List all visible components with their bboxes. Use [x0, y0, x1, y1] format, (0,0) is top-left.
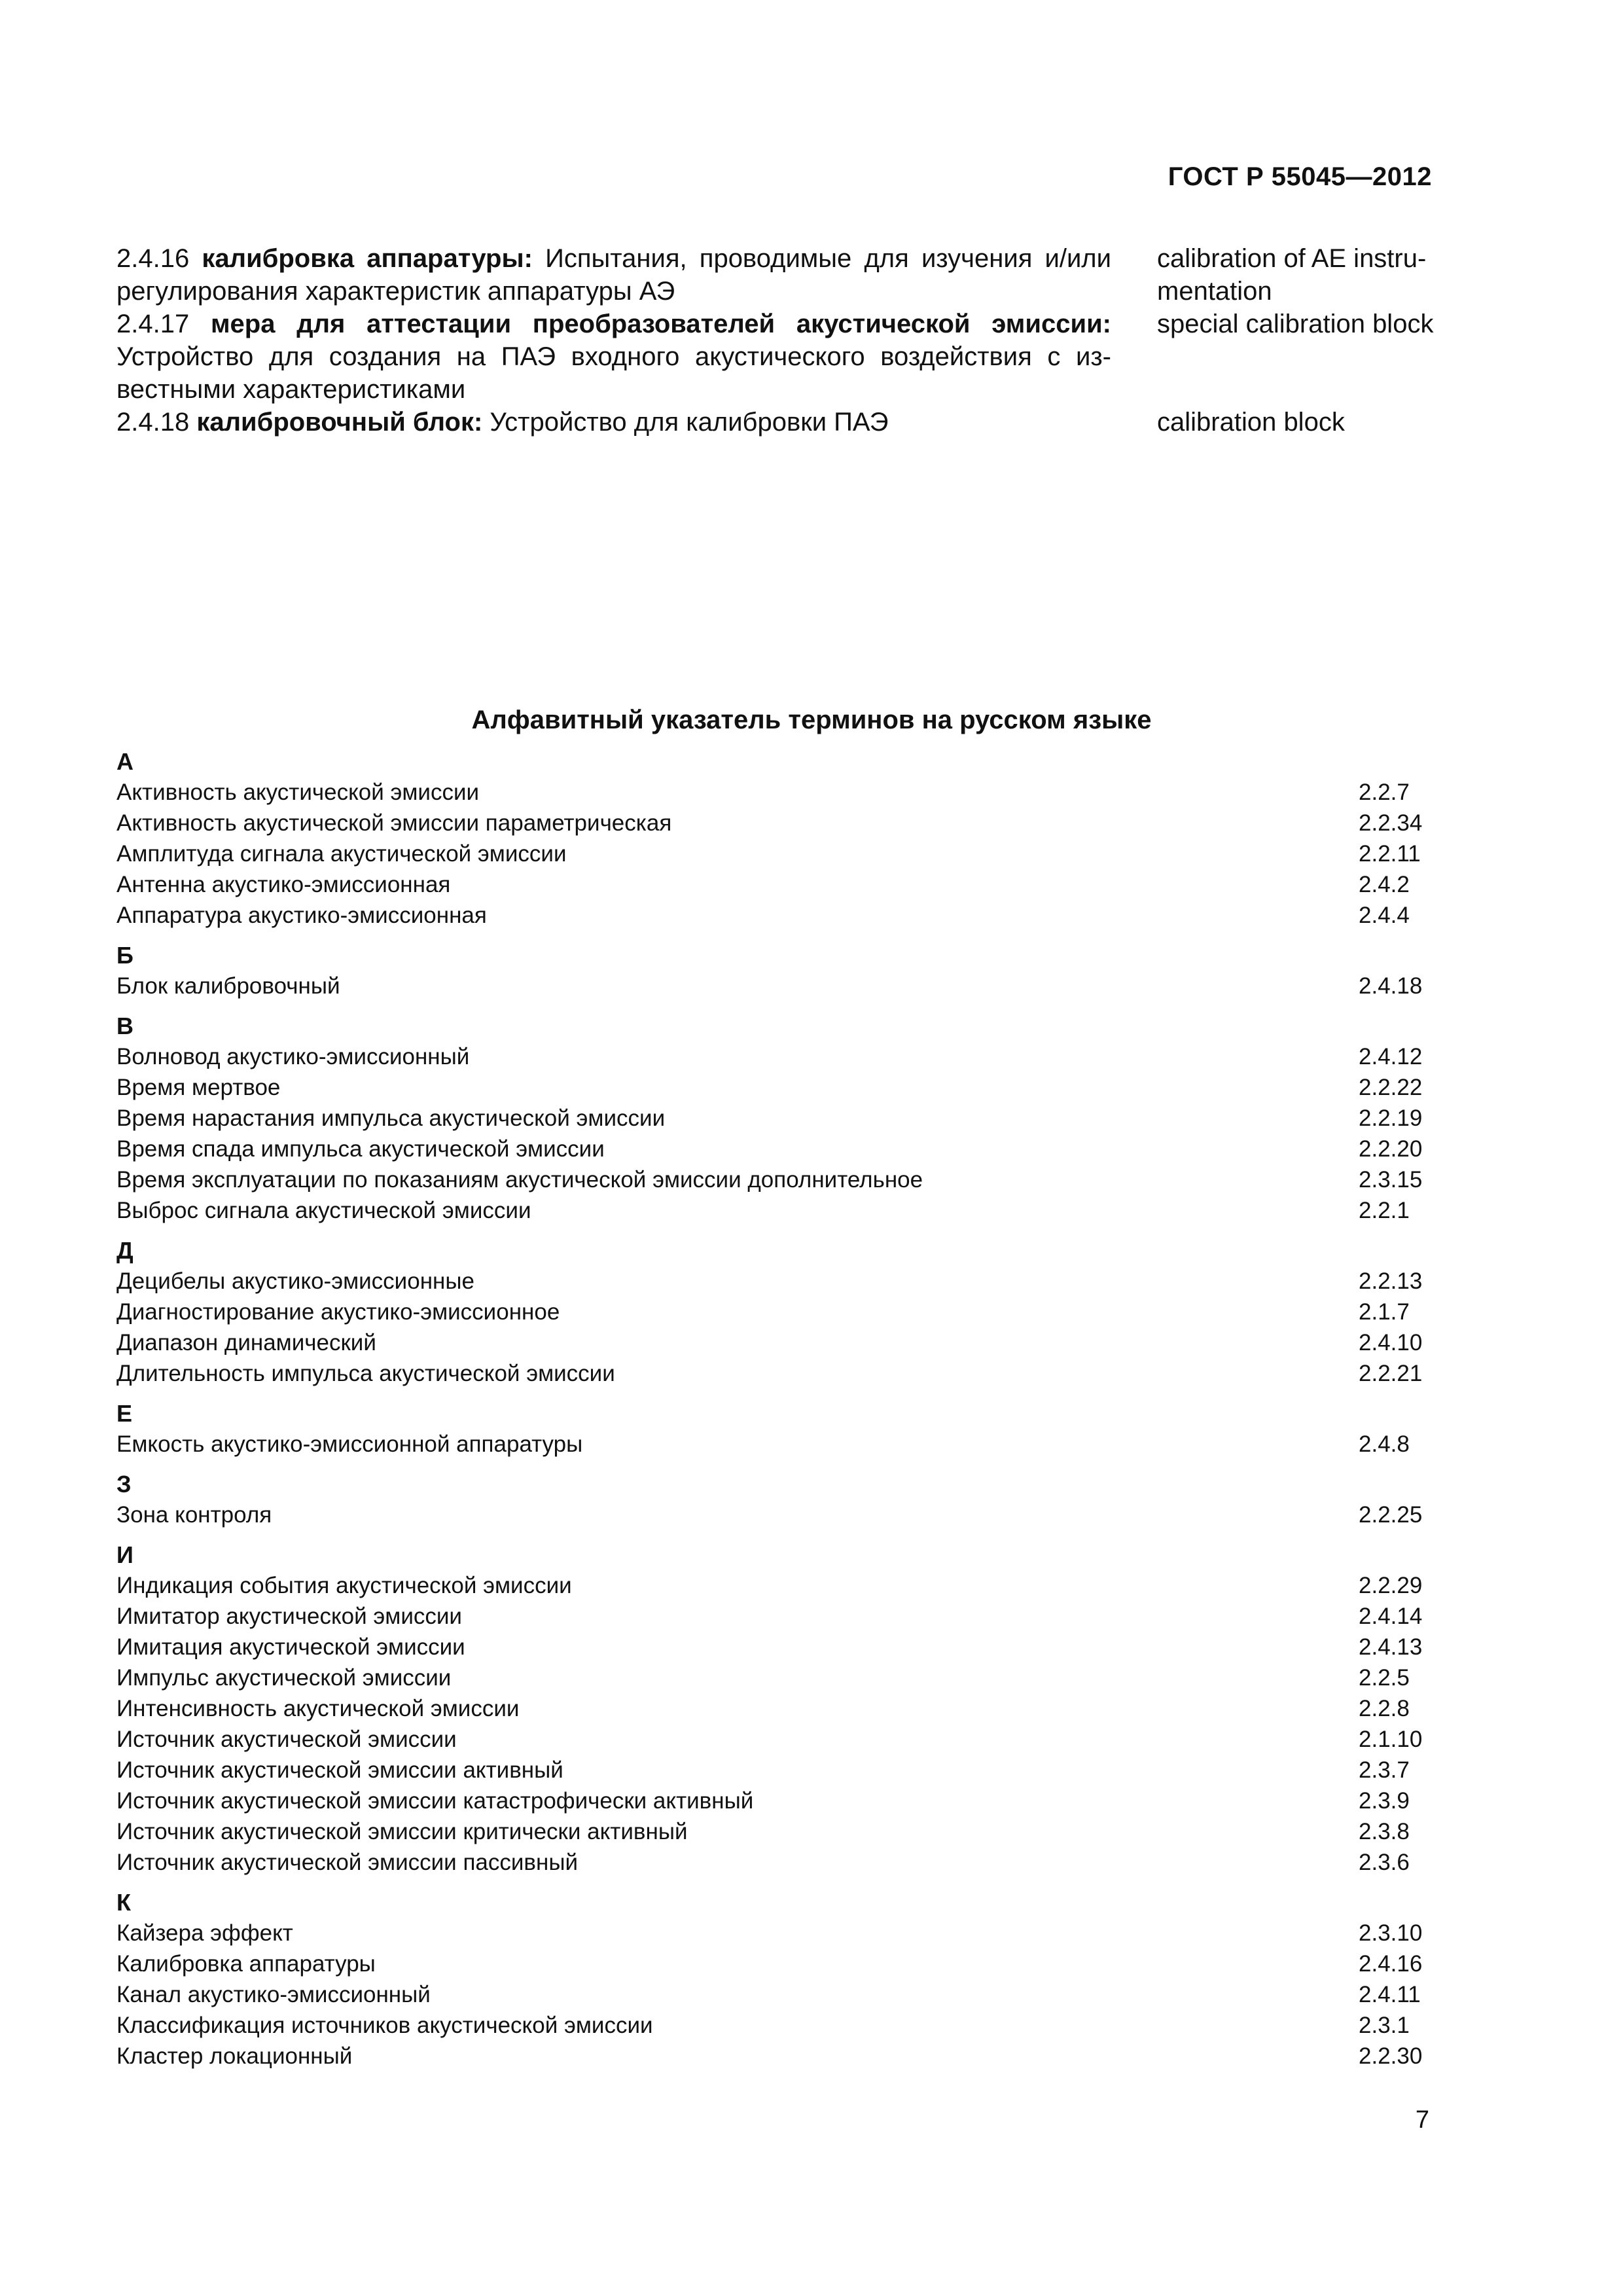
- index-letter: К: [116, 1889, 131, 1916]
- index-term: Имитация акустической эмиссии: [116, 1634, 465, 1660]
- standard-header: ГОСТ Р 55045—2012: [1168, 162, 1432, 191]
- index-ref: 2.4.10: [1359, 1330, 1423, 1355]
- index-entry: [116, 2041, 1425, 2072]
- index-entry: [116, 1195, 1425, 1226]
- index-term: Аппаратура акустико-эмиссионная: [116, 903, 487, 928]
- index-term: Амплитуда сигнала акустической эмиссии: [116, 841, 567, 867]
- index-entry: [116, 971, 1425, 1001]
- index-entry: [116, 1134, 1425, 1164]
- index-entry: [116, 2010, 1425, 2041]
- index-ref: 2.4.14: [1359, 1604, 1423, 1629]
- index-term: Емкость акустико-эмиссионной аппаратуры: [116, 1431, 583, 1457]
- index-entry: [116, 1948, 1425, 1979]
- index-entry: [116, 1601, 1425, 1632]
- index-entry: [116, 869, 1425, 900]
- index-term: Активность акустической эмиссии параметрическая: [116, 810, 672, 836]
- index-entry: [116, 1327, 1425, 1358]
- index-entry: [116, 900, 1425, 931]
- index-term: Индикация события акустической эмиссии: [116, 1573, 572, 1598]
- index-ref: 2.3.7: [1359, 1757, 1410, 1783]
- index-term: Антенна акустико-эмиссионная: [116, 872, 451, 897]
- index-term: Кайзера эффект: [116, 1920, 293, 1946]
- index-entry: [116, 1297, 1425, 1327]
- index-term: Блок калибровочный: [116, 973, 340, 999]
- definition-number: 2.4.17: [116, 310, 190, 338]
- index-ref: 2.3.9: [1359, 1788, 1410, 1814]
- index-ref: 2.4.12: [1359, 1044, 1423, 1069]
- index-ref: 2.2.11: [1359, 841, 1421, 867]
- index-ref: 2.2.34: [1359, 810, 1423, 836]
- index-entry: [116, 1724, 1425, 1755]
- index-entry: [116, 808, 1425, 838]
- definition-text: Устройство для создания на ПАЭ входного акустического воздействия с из-вестными характеристиками: [116, 342, 1111, 404]
- definition-english: calibration block: [1157, 408, 1345, 437]
- index-term: Классификация источников акустической эмиссии: [116, 2013, 653, 2038]
- index-ref: 2.2.21: [1359, 1361, 1423, 1386]
- index-ref: 2.2.13: [1359, 1268, 1423, 1294]
- definition-number: 2.4.16: [116, 244, 190, 273]
- index-ref: 2.2.7: [1359, 780, 1410, 805]
- definition-2-4-16: [116, 242, 1445, 308]
- index-entry: [116, 1662, 1425, 1693]
- index-entry: [116, 1693, 1425, 1724]
- index-entry: [116, 1632, 1425, 1662]
- index-term: Интенсивность акустической эмиссии: [116, 1696, 520, 1721]
- definition-english: special calibration block: [1157, 310, 1434, 338]
- index-ref: 2.1.10: [1359, 1727, 1423, 1752]
- index-ref: 2.2.25: [1359, 1502, 1423, 1528]
- index-entry: [116, 1499, 1425, 1530]
- definition-number: 2.4.18: [116, 408, 190, 437]
- page-number: 7: [1415, 2106, 1429, 2134]
- index-entry: [116, 777, 1425, 808]
- index-ref: 2.4.8: [1359, 1431, 1410, 1457]
- index-entry: [116, 1570, 1425, 1601]
- index-ref: 2.2.8: [1359, 1696, 1410, 1721]
- index-entry: [116, 1918, 1425, 1948]
- index-ref: 2.1.7: [1359, 1299, 1410, 1325]
- index-letter: З: [116, 1471, 132, 1498]
- index-term: Импульс акустической эмиссии: [116, 1665, 452, 1691]
- index-ref: 2.4.16: [1359, 1951, 1423, 1977]
- index-ref: 2.2.20: [1359, 1136, 1423, 1162]
- index-entry: [116, 1847, 1425, 1878]
- index-term: Время нарастания импульса акустической эмиссии: [116, 1105, 666, 1131]
- index-term: Децибелы акустико-эмиссионные: [116, 1268, 474, 1294]
- index-term: Канал акустико-эмиссионный: [116, 1982, 431, 2007]
- index-ref: 2.4.2: [1359, 872, 1410, 897]
- index-term: Имитатор акустической эмиссии: [116, 1604, 462, 1629]
- index-ref: 2.4.4: [1359, 903, 1410, 928]
- index-entry: [116, 1785, 1425, 1816]
- index-term: Выброс сигнала акустической эмиссии: [116, 1198, 531, 1223]
- index-ref: 2.2.22: [1359, 1075, 1423, 1100]
- index-ref: 2.3.8: [1359, 1819, 1410, 1844]
- index-ref: 2.2.5: [1359, 1665, 1410, 1691]
- index-term: Зона контроля: [116, 1502, 272, 1528]
- index-term: Время мертвое: [116, 1075, 281, 1100]
- index-term: Источник акустической эмиссии: [116, 1727, 457, 1752]
- index-ref: 2.2.19: [1359, 1105, 1423, 1131]
- index-entry: [116, 1816, 1425, 1847]
- index-term: Длительность импульса акустической эмиссии: [116, 1361, 615, 1386]
- index-term: Активность акустической эмиссии: [116, 780, 480, 805]
- index-term: Источник акустической эмиссии катастрофически активный: [116, 1788, 754, 1814]
- index-ref: 2.3.15: [1359, 1167, 1423, 1193]
- index-ref: 2.2.1: [1359, 1198, 1410, 1223]
- index-term: Волновод акустико-эмиссионный: [116, 1044, 470, 1069]
- definition-text: Устройство для калибровки ПАЭ: [490, 408, 889, 437]
- definition-term: калибровка аппаратуры:: [202, 244, 533, 273]
- index-term: Калибровка аппаратуры: [116, 1951, 376, 1977]
- index-ref: 2.3.6: [1359, 1850, 1410, 1875]
- index-entry: [116, 1072, 1425, 1103]
- index-letter: И: [116, 1541, 134, 1568]
- definition-text: Испытания, проводимые для изучения и/или регулирования характеристик аппаратуры АЭ: [116, 244, 1111, 306]
- index-entry: [116, 1103, 1425, 1134]
- index-entry: [116, 1164, 1425, 1195]
- index-entry: [116, 1266, 1425, 1297]
- index-ref: 2.4.18: [1359, 973, 1423, 999]
- index-entry: [116, 1979, 1425, 2010]
- index-entry: [116, 1755, 1425, 1785]
- index-entry: [116, 1358, 1425, 1389]
- index-letter: А: [116, 748, 134, 775]
- definition-2-4-18: [116, 406, 1445, 439]
- index-entry: [116, 1041, 1425, 1072]
- index-ref: 2.2.30: [1359, 2043, 1423, 2069]
- index-term: Источник акустической эмиссии критически активный: [116, 1819, 688, 1844]
- index-letter: Е: [116, 1400, 133, 1427]
- index-ref: 2.3.10: [1359, 1920, 1423, 1946]
- definitions-block: [116, 242, 1445, 439]
- index-term: Время эксплуатации по показаниям акустической эмиссии дополнительное: [116, 1167, 923, 1193]
- index-term: Источник акустической эмиссии пассивный: [116, 1850, 579, 1875]
- definition-2-4-17: [116, 308, 1445, 406]
- index-letter: Б: [116, 942, 134, 969]
- definition-english: calibration of AE instru-mentation: [1157, 244, 1427, 306]
- index-ref: 2.4.13: [1359, 1634, 1423, 1660]
- index-entry: [116, 1429, 1425, 1460]
- index-term: Источник акустической эмиссии активный: [116, 1757, 563, 1783]
- index-term: Диагностирование акустико-эмиссионное: [116, 1299, 560, 1325]
- definition-term: мера для аттестации преобразователей акустической эмиссии:: [210, 310, 1111, 338]
- index-letter: В: [116, 1013, 134, 1039]
- index-term: Время спада импульса акустической эмиссии: [116, 1136, 605, 1162]
- index-title: Алфавитный указатель терминов на русском языке: [471, 706, 1152, 734]
- index-ref: 2.4.11: [1359, 1982, 1421, 2007]
- alphabetical-index: [116, 746, 1425, 2072]
- index-term: Кластер локационный: [116, 2043, 353, 2069]
- index-term: Диапазон динамический: [116, 1330, 376, 1355]
- definition-term: калибровочный блок:: [196, 408, 483, 437]
- index-ref: 2.2.29: [1359, 1573, 1423, 1598]
- index-entry: [116, 838, 1425, 869]
- index-letter: Д: [116, 1237, 134, 1264]
- index-ref: 2.3.1: [1359, 2013, 1410, 2038]
